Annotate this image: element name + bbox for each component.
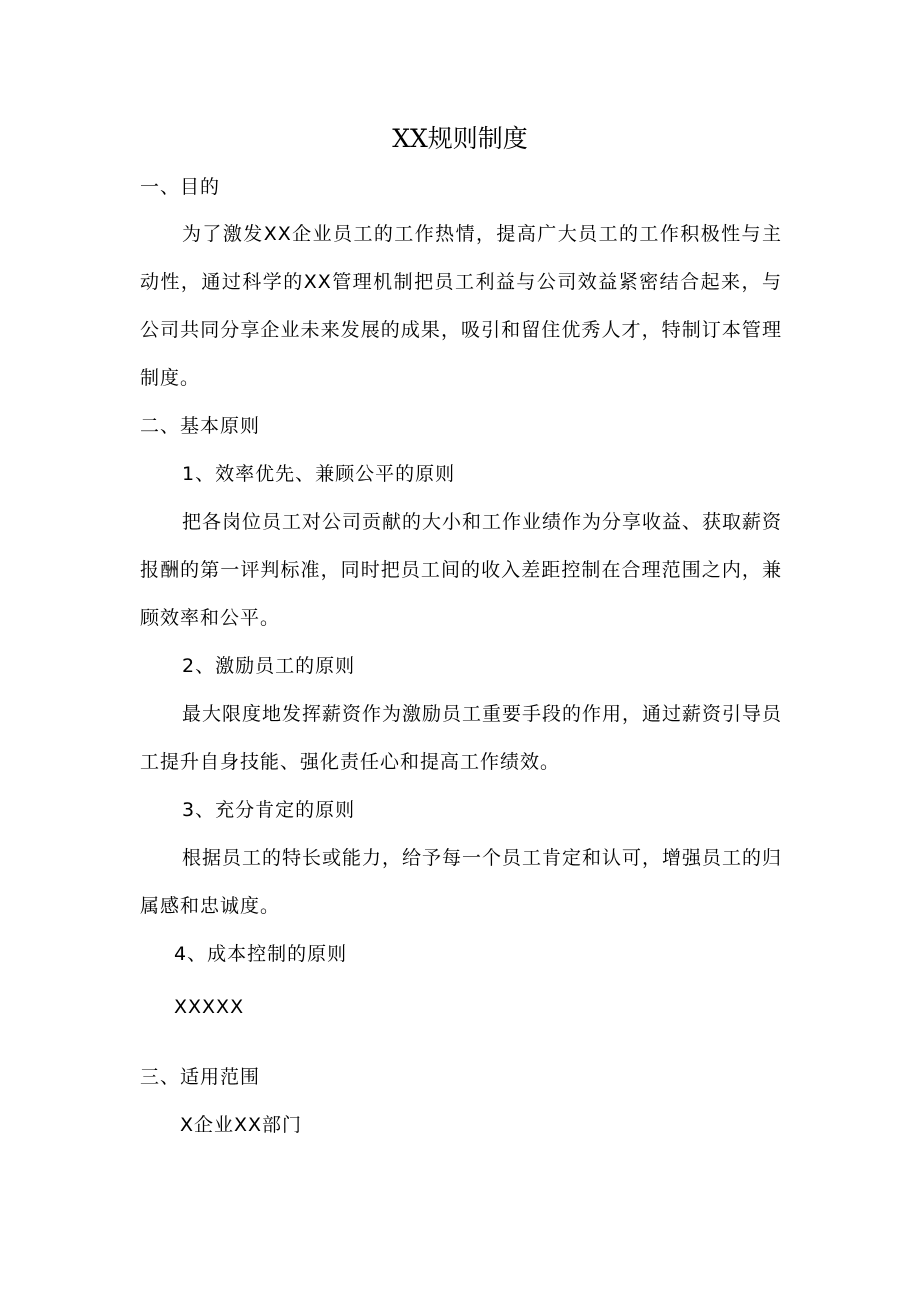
paragraph-scope: X企业XX部门 (180, 1114, 303, 1136)
paragraph-cost-control: XXXXX (174, 996, 245, 1018)
subheading-cost-control: 4、成本控制的原则 (174, 943, 348, 965)
paragraph-line: 工提升自身技能、强化责任心和提高工作绩效。 (140, 751, 561, 773)
subheading-efficiency-fairness: 1、效率优先、兼顾公平的原则 (182, 463, 456, 485)
paragraph-line: 制度。 (140, 367, 201, 389)
paragraph-line: 报酬的第一评判标准，同时把员工间的收入差距控制在合理范围之内，兼 (140, 559, 782, 581)
section-heading-purpose: 一、目的 (140, 176, 221, 198)
paragraph-line: 顾效率和公平。 (140, 607, 281, 629)
subheading-motivation: 2、激励员工的原则 (182, 655, 356, 677)
section-heading-basic-principles: 二、基本原则 (140, 415, 261, 437)
paragraph-line: 最大限度地发挥薪资作为激励员工重要手段的作用，通过薪资引导员 (182, 703, 783, 725)
paragraph-line: 属感和忠诚度。 (140, 895, 281, 917)
paragraph-line: 为了激发XX企业员工的工作热情，提高广大员工的工作积极性与主 (182, 223, 782, 245)
paragraph-line: 动性，通过科学的XX管理机制把员工利益与公司效益紧密结合起来，与 (140, 271, 782, 293)
paragraph-line: 把各岗位员工对公司贡献的大小和工作业绩作为分享收益、获取薪资 (182, 511, 783, 533)
paragraph-line: 公司共同分享企业未来发展的成果，吸引和留住优秀人才，特制订本管理 (140, 319, 782, 341)
document-title: XX规则制度 (392, 124, 528, 153)
subheading-recognition: 3、充分肯定的原则 (182, 799, 356, 821)
paragraph-line: 根据员工的特长或能力，给予每一个员工肯定和认可，增强员工的归 (182, 847, 783, 869)
section-heading-scope: 三、适用范围 (140, 1066, 261, 1088)
